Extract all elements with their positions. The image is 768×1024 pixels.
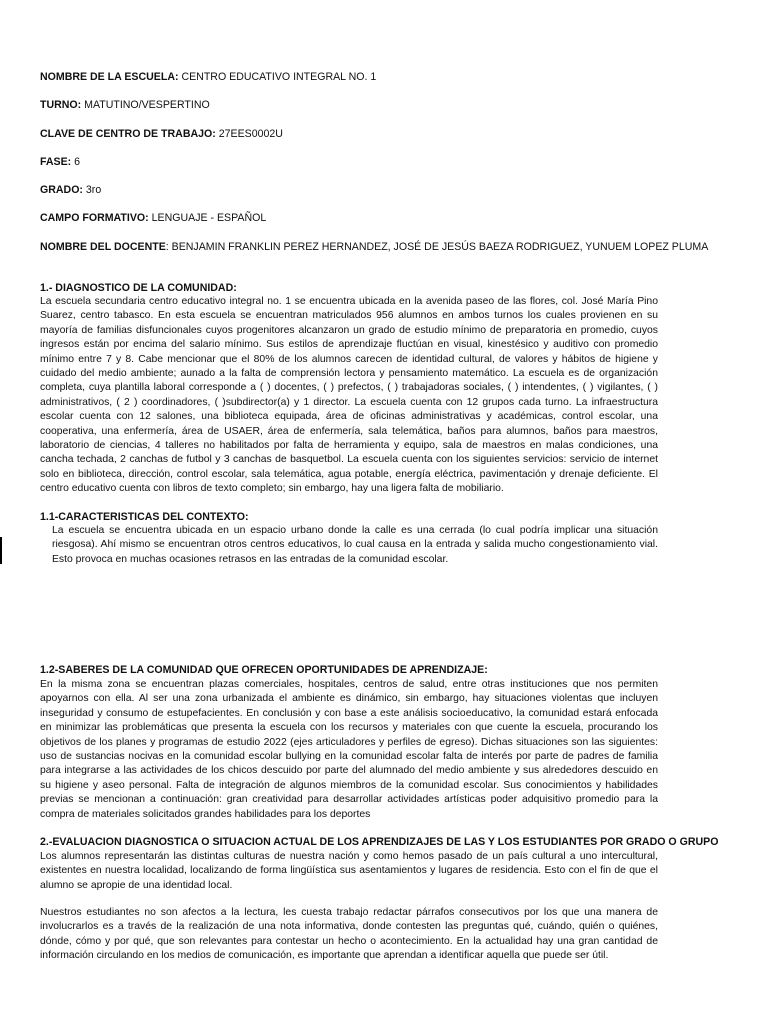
section-1-2-body: En la misma zona se encuentran plazas comerciales, hospitales, centros de salud, entre otras instituciones que nos permiten apoyarnos con ella. Al ser una zona urbanizada el ambiente es dinámico, sin embargo, hay situaciones violentas que incluyen inseguridad y consumo de estupefacientes. En conclusión y con base a este análisis socioeducativo, la comunidad estará enfocada en minimizar las problemáticas que presenta la escuela con los recursos y materiales con que cuente la escuela, procurando los objetivos de los planes y programas de estudio 2022 (ejes articuladores y perfiles de egreso). Dichas situaciones son las siguientes: uso de sustancias nocivas en la comunidad escolar bullying en la comunidad escolar falta de interés por parte de padres de familia para integrarse a las actividades de los chicos descuido por parte del alumnado del medio ambiente y sus alrededores descuido en su higiene y aseo personal. Falta de integración de algunos miembros de la comunidad escolar. Sus conocimientos y habilidades previas se mencionan a continuación: gran creatividad para desarrollar actividades artísticas poder adquisitivo promedio para la compra de materiales solicitados grandes habilidades para los deportes (40, 679, 658, 820)
shift-value: MATUTINO/VESPERTINO (81, 99, 210, 111)
teacher-label: NOMBRE DEL DOCENTE (40, 241, 166, 253)
formative-field-label: CAMPO FORMATIVO: (40, 212, 149, 224)
work-center-code-label: CLAVE DE CENTRO DE TRABAJO: (40, 128, 216, 140)
section-1-2-title: 1.2-SABERES DE LA COMUNIDAD QUE OFRECEN OPORTUNIDADES DE APRENDIZAJE: (40, 664, 488, 676)
shift-line (40, 99, 210, 112)
section-1-body: La escuela secundaria centro educativo integral no. 1 se encuentra ubicada en la avenida paseo de las flores, col. José María Pino Suarez, centro tabasco. En esta escuela se encuentran matriculados 956 alumnos en ambos turnos los cuales provienen en su mayoría de familias disfuncionales cuyos progenitores alcanzaron un grado de estudio mínimo de preparatoria en promedio, cuyos ingresos están por encima del salario mínimo. Sus estilos de aprendizaje fluctúan en visual, kinestésico y auditivo con promedio mínimo entre 7 y 8. Cabe mencionar que el 80% de los alumnos carecen de identidad cultural, de valores y hábitos de higiene y cuidado del medio ambiente; aunado a la falta de comprensión lectora y pensamiento matemático. La escuela es de organización completa, cuya plantilla laboral corresponde a ( ) docentes, ( ) prefectos, ( ) trabajadoras sociales, ( ) intendentes, ( ) vigilantes, ( ) administrativos, ( 2 ) coordinadores, ( )subdirector(a) y 1 director. La escuela cuenta con 12 grupos cada turno. La infraestructura escolar cuenta con 12 salones, una biblioteca equipada, área de oficinas administrativas y académicas, control escolar, una cooperativa, una enfermería, área de USAER, área de enfermería, sala telemática, baños para alumnos, baños para maestros, laboratorio de ciencias, 4 talleres no habilitados por falta de herramienta y equipo, sala de maestros en malas condiciones, una cancha techada, 2 canchas de futbol y 3 canchas de basquetbol. La escuela cuenta con los siguientes servicios: servicio de internet solo en biblioteca, dirección, control escolar, sala telemática, agua potable, energía eléctrica, pavimentación y drenaje deficiente. El centro educativo cuenta con libros de texto completo; sin embargo, hay una ligera falta de mobiliario. (40, 296, 658, 495)
section-1-1-body: La escuela se encuentra ubicada en un espacio urbano donde la calle es una cerrada (lo cual podría implicar una situación riesgosa). Ahí mismo se encuentran otros centros educativos, lo cual causa en la entrada y salida mucho congestionamiento vial. Esto provoca en muchas ocasiones retrasos en las entradas de la comunidad escolar. (52, 525, 658, 565)
phase-label: FASE: (40, 156, 72, 168)
work-center-code-line (40, 128, 283, 141)
phase-line (40, 156, 80, 169)
section-2-title: 2.-EVALUACION DIAGNOSTICA O SITUACION ACTUAL DE LOS APRENDIZAJES DE LAS Y LOS ESTUDIANTES POR GRADO O GRUPO (40, 836, 719, 848)
school-name-value: CENTRO EDUCATIVO INTEGRAL NO. 1 (178, 71, 377, 83)
grade-label: GRADO: (40, 184, 83, 196)
grade-line (40, 184, 101, 197)
section-2-body-2: Nuestros estudiantes no son afectos a la lectura, les cuesta trabajo redactar párrafos consecutivos por los que una manera de involucrarlos es a través de la realización de una nota informativa, donde contesten las preguntas qué, cuándo, quién o quiénes, dónde, cómo y por qué, que son relevantes para contestar un hecho o acontecimiento. En la actualidad hay una gran cantidad de información circulando en los medios de comunicación, es importante que aprendan a identificar aquella que puede ser útil. (40, 907, 658, 962)
teacher-value: : BENJAMIN FRANKLIN PEREZ HERNANDEZ, JOSÉ DE JESÚS BAEZA RODRIGUEZ, YUNUEM LOPEZ PLUMA (165, 241, 709, 253)
section-1-1-title: 1.1-CARACTERISTICAS DEL CONTEXTO: (40, 511, 249, 523)
phase-value: 6 (71, 156, 81, 168)
teacher-line (40, 241, 708, 254)
school-name-label: NOMBRE DE LA ESCUELA: (40, 71, 179, 83)
margin-marker (0, 537, 2, 564)
formative-field-value: LENGUAJE - ESPAÑOL (148, 212, 267, 224)
shift-label: TURNO: (40, 99, 82, 111)
section-2-body-1: Los alumnos representarán las distintas culturas de nuestra nación y como hemos pasado de un país cultural a uno intercultural, existentes en nuestra localidad, localizando de forma lingüística sus asentamientos y lugares de residencia. Esto con el fin de que el alumno se apropie de una identidad local. (40, 851, 658, 891)
section-1-title: 1.- DIAGNOSTICO DE LA COMUNIDAD: (40, 282, 237, 294)
formative-field-line (40, 212, 266, 225)
work-center-code-value: 27EES0002U (215, 128, 283, 140)
grade-value: 3ro (82, 184, 102, 196)
school-name-line (40, 71, 376, 84)
